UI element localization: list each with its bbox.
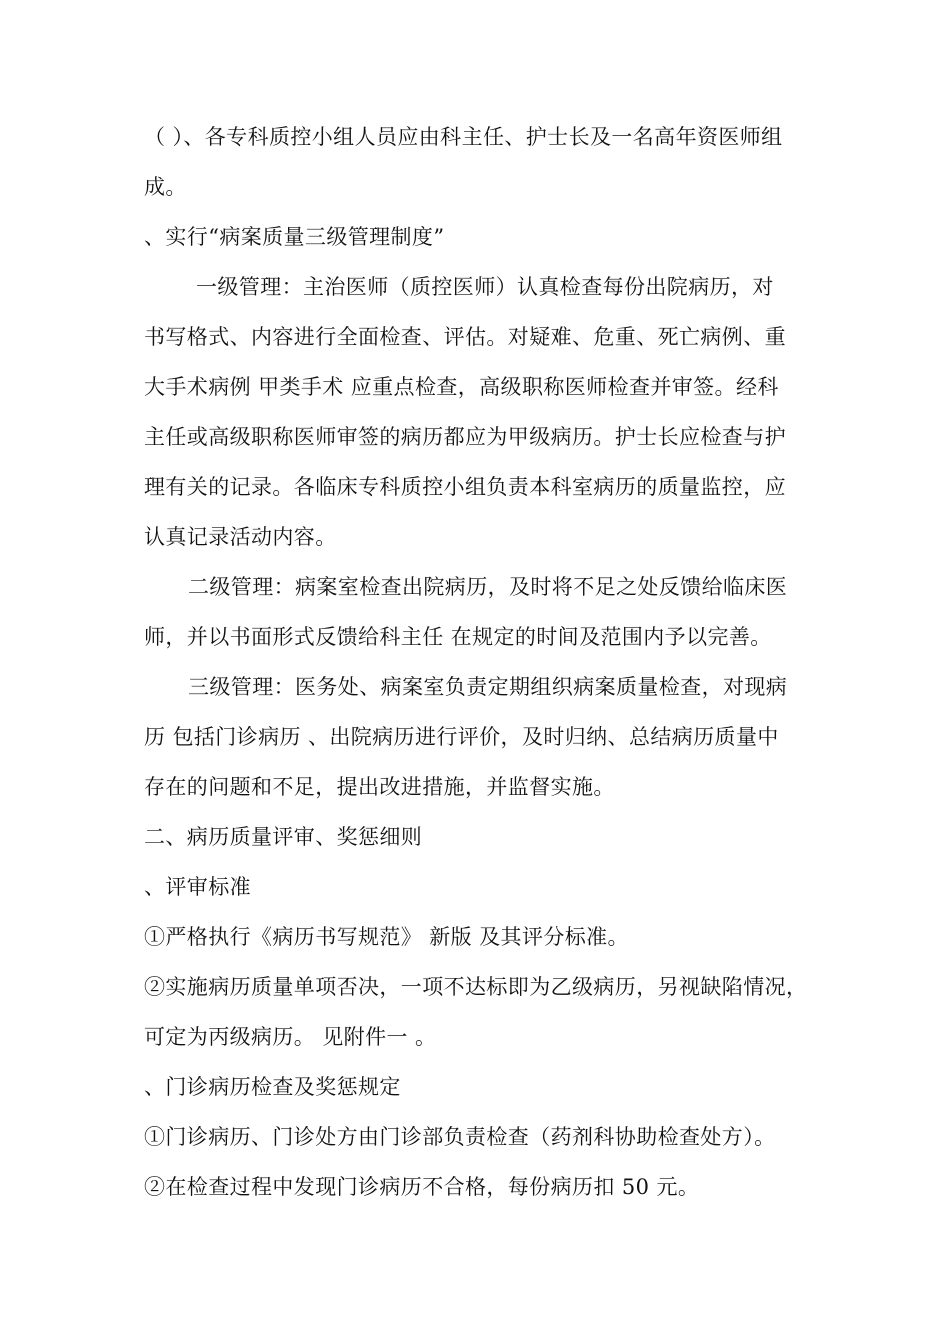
text-line: 二级管理：病案室检查出院病历，及时将不足之处反馈给临床医 — [188, 575, 788, 599]
list-item: ②实施病历质量单项否决，一项不达标即为乙级病历，另视缺陷情况， — [144, 975, 808, 999]
text-line: 历 包括门诊病历 、出院病历进行评价，及时归纳、总结病历质量中 — [144, 725, 779, 749]
list-item: ②在检查过程中发现门诊病历不合格，每份病历扣 50 元。 — [144, 1175, 700, 1199]
list-item: ①门诊病历、门诊处方由门诊部负责检查（药剂科协助检查处方）。 — [144, 1125, 776, 1149]
subsection-heading: 、评审标准 — [144, 875, 251, 899]
text-line: 理有关的记录。各临床专科质控小组负责本科室病历的质量监控，应 — [144, 475, 786, 499]
text-line: 三级管理：医务处、病案室负责定期组织病案质量检查，对现病 — [188, 675, 788, 699]
subsection-heading: 、门诊病历检查及奖惩规定 — [144, 1075, 401, 1099]
text-line: 大手术病例 甲类手术 应重点检查，高级职称医师检查并审签。经科 — [144, 375, 779, 399]
section-heading: 二、病历质量评审、奖惩细则 — [144, 825, 423, 849]
text-line: 主任或高级职称医师审签的病历都应为甲级病历。护士长应检查与护 — [144, 425, 786, 449]
text-line: 师，并以书面形式反馈给科主任 在规定的时间及范围内予以完善。 — [144, 625, 772, 649]
text-line: 一级管理：主治医师（质控医师）认真检查每份出院病历，对 — [196, 275, 774, 299]
text-line: 认真记录活动内容。 — [144, 525, 337, 549]
text-line: （ ）、各专科质控小组人员应由科主任、护士长及一名高年资医师组 — [144, 125, 783, 149]
text-line: 可定为丙级病历。 见附件一 。 — [144, 1025, 437, 1049]
text-line: 成。 — [144, 175, 187, 199]
text-line: 存在的问题和不足，提出改进措施，并监督实施。 — [144, 775, 615, 799]
list-item: ①严格执行《病历书写规范》 新版 及其评分标准。 — [144, 925, 629, 949]
section-heading: 、实行“病案质量三级管理制度” — [144, 225, 445, 249]
text-line: 书写格式、内容进行全面检查、评估。对疑难、危重、死亡病例、重 — [144, 325, 786, 349]
